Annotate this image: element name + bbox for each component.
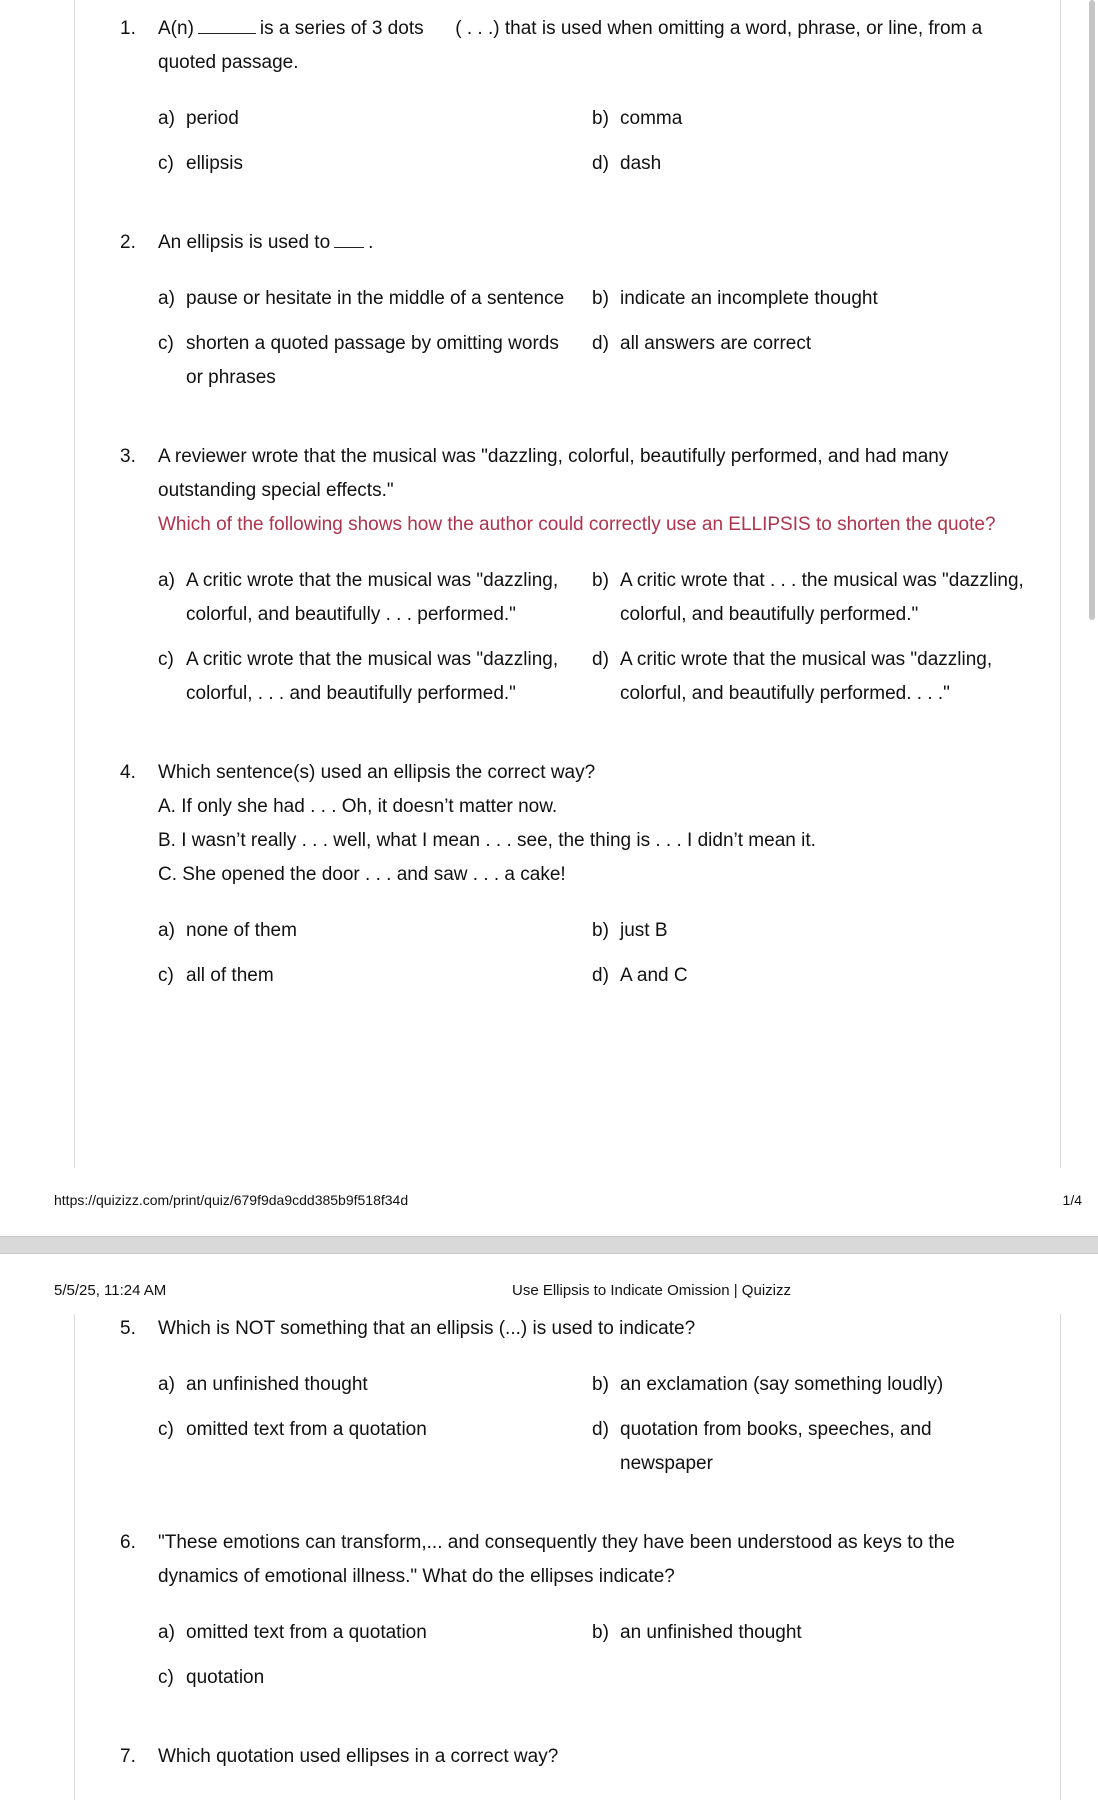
option-label: c) [158,1667,174,1688]
option-label: a) [158,288,175,309]
option-text: shorten a quoted passage by omitting words or phrases [186,333,559,388]
question-4 [120,756,1020,892]
option-6a[interactable] [158,1616,578,1650]
option-4b[interactable] [592,914,1032,948]
option-label: d) [592,1419,609,1440]
option-1c[interactable] [158,147,578,181]
option-text: A critic wrote that the musical was "dazzling, colorful, and beautifully . . . performed." [186,570,559,625]
option-label: c) [158,649,174,670]
option-text: A critic wrote that . . . the musical was "dazzling, colorful, and beautifully performed." [620,570,1024,625]
option-1a[interactable] [158,102,578,136]
option-text: A critic wrote that the musical was "dazzling, colorful, . . . and beautifully performed." [186,649,559,704]
option-label: d) [592,153,609,174]
question-number: 2. [120,232,136,253]
question-2 [120,226,1020,260]
question-text [158,226,1020,260]
option-4c[interactable] [158,959,578,993]
option-2d[interactable] [592,327,1032,361]
answer-blank [198,32,256,34]
question-text-before: A(n) [158,18,194,39]
option-label: a) [158,1622,175,1643]
option-label: a) [158,570,175,591]
option-text: an unfinished thought [620,1622,802,1643]
page-border-left [74,0,75,1168]
option-text: quotation [186,1667,265,1688]
page-2 [0,1254,1098,1800]
page-border-right [1060,1314,1061,1800]
question-prompt: Which of the following shows how the author could correctly use an ELLIPSIS to shorten the quote? [158,514,996,535]
option-5c[interactable] [158,1413,578,1447]
option-text: dash [620,153,662,174]
option-label: d) [592,333,609,354]
answer-blank [334,246,364,248]
sentence-b: B. I wasn’t really . . . well, what I mean . . . see, the thing is . . . I didn’t mean it. [158,830,816,851]
option-4a[interactable] [158,914,578,948]
option-text: omitted text from a quotation [186,1622,427,1643]
option-2b[interactable] [592,282,1032,316]
option-text: an exclamation (say something loudly) [620,1374,944,1395]
option-text: all answers are correct [620,333,812,354]
question-text-after: . [368,232,374,253]
option-6b[interactable] [592,1616,1032,1650]
option-label: b) [592,288,609,309]
question-text: Which quotation used ellipses in a correct way? [158,1746,559,1767]
option-1d[interactable] [592,147,1032,181]
option-5a[interactable] [158,1368,578,1402]
option-6c[interactable] [158,1661,578,1695]
question-number: 4. [120,762,136,783]
option-label: b) [592,108,609,129]
option-text: omitted text from a quotation [186,1419,427,1440]
option-5b[interactable] [592,1368,1032,1402]
option-label: a) [158,108,175,129]
option-3d[interactable] [592,643,1032,711]
option-text: indicate an incomplete thought [620,288,878,309]
question-number: 5. [120,1318,136,1339]
option-3a[interactable] [158,564,578,632]
page-border-left [74,1314,75,1800]
question-7 [120,1740,1020,1774]
option-label: c) [158,1419,174,1440]
option-label: a) [158,1374,175,1395]
option-2a[interactable] [158,282,578,316]
option-label: b) [592,1622,609,1643]
option-text: period [186,108,239,129]
option-text: none of them [186,920,297,941]
option-3c[interactable] [158,643,578,711]
sentence-c: C. She opened the door . . . and saw . . . a cake! [158,864,566,885]
option-text: quotation from books, speeches, and newspaper [620,1419,932,1474]
question-5 [120,1312,1020,1346]
question-number: 3. [120,446,136,467]
option-label: c) [158,153,174,174]
option-label: c) [158,333,174,354]
option-1b[interactable] [592,102,1032,136]
option-text: pause or hesitate in the middle of a sentence [186,288,565,309]
option-text: just B [620,920,668,941]
question-text: A reviewer wrote that the musical was "dazzling, colorful, beautifully performed, and had many outstanding special effects." [158,446,949,501]
question-text-after: is a series of 3 dots ( . . .) that is used when omitting a word, phrase, or line, from a quoted passage. [158,18,988,73]
option-label: d) [592,649,609,670]
option-text: an unfinished thought [186,1374,368,1395]
question-number: 1. [120,18,136,39]
option-text: A critic wrote that the musical was "dazzling, colorful, and beautifully performed. . . ." [620,649,993,704]
question-text: Which sentence(s) used an ellipsis the correct way? [158,762,596,783]
question-text [158,12,1020,80]
question-number: 7. [120,1746,136,1767]
option-label: b) [592,570,609,591]
page-border-right [1060,0,1061,1168]
option-label: b) [592,1374,609,1395]
page-separator [0,1236,1098,1254]
option-label: a) [158,920,175,941]
option-text: A and C [620,965,688,986]
question-number: 6. [120,1532,136,1553]
question-1 [120,12,1020,80]
footer-page-number: 1/4 [1062,1192,1082,1208]
option-4d[interactable] [592,959,1032,993]
sentence-a: A. If only she had . . . Oh, it doesn’t matter now. [158,796,558,817]
option-2c[interactable] [158,327,568,395]
option-label: c) [158,965,174,986]
footer-url[interactable]: https://quizizz.com/print/quiz/679f9da9cdd385b9f518f34d [54,1192,409,1208]
question-6 [120,1526,1020,1594]
question-3 [120,440,1020,542]
option-text: all of them [186,965,274,986]
scrollbar-thumb[interactable] [1089,0,1095,620]
option-3b[interactable] [592,564,1032,632]
header-datetime: 5/5/25, 11:24 AM [54,1282,167,1299]
option-text: ellipsis [186,153,244,174]
option-text: comma [620,108,683,129]
option-label: d) [592,965,609,986]
option-label: b) [592,920,609,941]
question-text: Which is NOT something that an ellipsis (...) is used to indicate? [158,1318,696,1339]
question-text-before: An ellipsis is used to [158,232,331,253]
question-text: "These emotions can transform,... and consequently they have been understood as keys to the dynamics of emotional illness." What do the ellipses indicate? [158,1532,955,1587]
header-title: Use Ellipsis to Indicate Omission | Quizizz [512,1282,791,1299]
option-5d[interactable] [592,1413,942,1481]
